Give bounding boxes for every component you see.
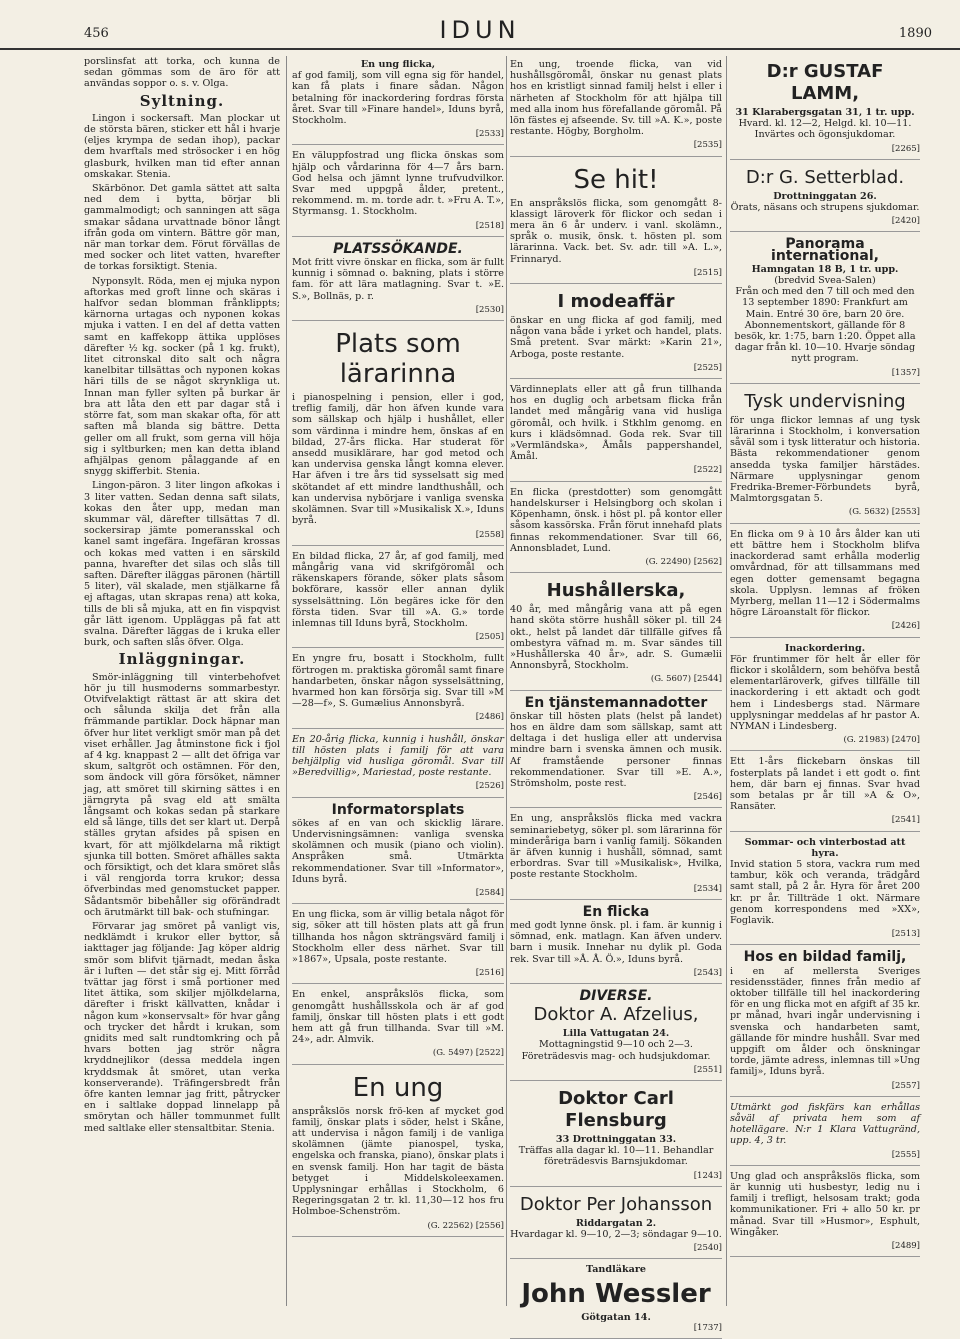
ad-reference: [2489] <box>891 1241 920 1252</box>
ad-reference: [2426] <box>891 621 920 632</box>
ad-heading: Plats som lärarinna <box>335 329 461 390</box>
classified-ad <box>292 906 504 984</box>
column-rule <box>726 56 727 1306</box>
ad-name: D:r G. Setterblad. <box>745 166 905 188</box>
ad-text: En bildad flicka, 27 år, af god familj, med mångårig vana vid skrifgöromål och räkenskapers förande, söker plats såsom bokförare, kassör eller annan dylik sysselsättning. Lön begäres icke för den första tiden. Svar till »A. G.» torde inlemnas till Iduns byrå, Stockholm. <box>292 550 504 629</box>
ad-text: En ung, troende flicka, van vid hushållsgöromål, önskar nu genast plats hos en kristligt sinnad familj helst i eller i närheten af Stockholm för att hjälpa till med alla inom hus förefallande göromål. På lön fästes ej afseende. Sv. till »A. K.», poste restante. Högby, Borgholm. <box>510 59 722 138</box>
section-heading: DIVERSE. <box>579 988 653 1004</box>
ad-reference: [2530] <box>475 304 504 315</box>
ad-heading: PLATSSÖKANDE. <box>333 240 463 257</box>
ad-reference: [2513] <box>891 929 920 940</box>
ad-heading: En ung <box>352 1072 444 1103</box>
ad-heading: Hos en bildad familj, <box>743 949 907 966</box>
ad-ref-code: (G. 22490) <box>645 556 692 567</box>
ad-text: Värdinneplats eller att gå frun tillhanda hos en duglig och arbetsam flicka från landet med mångårig vana vid husliga göromål, och hvilk. i Stkhlm genomg. en kurs i klädsömnad. Goda rek. Svar till »Vermländska», Åmåls pappershandel, Åmål. <box>510 384 722 463</box>
ad-text: En flicka (prestdotter) som genomgått handelskurser i Helsingborg och skolan i Köpenhamn, önsk. i höst pl. på kontor eller såsom kassörska. Från förut innehafd plats finnas rekommendationer. Svar till 66, Annonsbladet, Lund. <box>510 486 722 554</box>
ad-reference: [2522] <box>693 465 722 476</box>
ad-ref-number: [2522] <box>475 1048 504 1059</box>
ad-address: 33 Drottninggatan 33. <box>555 1134 677 1146</box>
ad-text: Örats, näsans och strupens sjukdomar. <box>730 202 920 214</box>
ad-heading: Tandläkare <box>585 1264 646 1276</box>
classified-ad <box>292 650 504 728</box>
ad-text: En ung, anspråkslös flicka med vackra seminariebetyg, söker pl. som lärarinna för minderåriga barn i vanlig familj. Sökanden är äfven kunnig i hushåll, sömnad, samt erbordras. Svar till »Musikalisk», Hvilka, poste restante Stockholm. <box>510 813 722 881</box>
ad-reference: [2533] <box>475 129 504 140</box>
ad-heading: Se hit! <box>573 164 659 195</box>
column-2-ads <box>292 56 504 1306</box>
ad-reference: [1357] <box>891 367 920 378</box>
ad-reference: [1243] <box>693 1170 722 1181</box>
column-4-ads <box>730 56 920 1306</box>
ad-ref-number: [2556] <box>475 1220 504 1231</box>
ad-heading: En ung flicka, <box>360 59 436 70</box>
ad-text: Mottagningstid 9—10 och 2—3. Företrädesvis mag- och hudsjukdomar. <box>521 1039 711 1062</box>
ad-reference: [2541] <box>891 815 920 826</box>
section-heading: Inläggningar. <box>118 650 246 669</box>
ad-heading: Panorama international, <box>771 236 879 264</box>
classified-ad <box>730 753 920 831</box>
ad-text: i pianospelning i pension, eller i god, treflig familj, där hon äfven kunde vara som sällskap och hjälp i hushållet, eller som värdinna i mindre hem, önskas af en bildad, 27-års flicka. Har studerat för ansedd musiklärare, har god metod och kan undervisa genska långt komna elever. Har äfven i tre års tid sysselsatt sig med skötandet af ett mindre landthushåll, och kan undervisa nybörjare i vanliga svenska skolämnen. Svar till »Musikalisk X.», Iduns byrå. <box>292 392 504 527</box>
ad-text: Träffas alla dagar kl. 10—11. Behandlar företrädesvis Barnsjukdomar. <box>518 1145 714 1168</box>
classified-ad <box>510 286 722 379</box>
ad-text: Utmärkt god fiskfärs kan erhållas såväl af privata hem som af hotellägare. N:r 1 Klara Vattugränd, upp. 4, 3 tr. <box>730 1101 920 1147</box>
classified-ad <box>510 810 722 899</box>
ad-reference: [2515] <box>693 267 722 278</box>
ad-address: Götgatan 14. <box>581 1311 651 1323</box>
classified-ad <box>292 986 504 1064</box>
article-paragraph: Nyponsylt. Röda, men ej mjuka nypon aftorkas med groft linne och skäras i halfvor sedan blomman frånklippts; kärnorna urtagas och nyponen kokas mjuka i vatten. I en del af detta vatten samt en kaffekopp ättika upplöses därefter ½ kg. socker (på 1 kg. frukt), litet citronskal dito salt och några kanelbitar tillsättas och nyponen kokas häri tills de se något skrynkliga ut. Innan man fyller sylten på burkar är bra att låta den ett par dagar stå i större fat, som man skakar ofta, för att saften må blanda sig bättre. Detta geller om all frukt, som gerna vill höja sig i syltburken; men kan detta ibland afhjälpas genom pålaggande af en snygg skifferbit. Stenia. <box>84 275 280 478</box>
ad-ref-code: (G. 5632) <box>848 507 890 518</box>
ad-ref-code: (G. 5607) <box>650 674 692 685</box>
column-rule <box>286 56 287 1306</box>
ad-ref-code: (G. 5497) <box>432 1048 474 1059</box>
ad-text: med godt lynne önsk. pl. i fam. är kunnig i sömnad, enk. matlagn. Kan äfven underv. barn i musik. Innehar nu dylik pl. Goda rek. Svar till »Å. Å. Ö.», Iduns byrå. <box>510 919 722 965</box>
ad-ref-number: [2544] <box>693 674 722 685</box>
column-rule <box>506 56 507 1306</box>
ad-heading: Informatorsplats <box>331 801 465 818</box>
ad-text: Invid station 5 stora, vackra rum med tambur, kök och veranda, trädgård samt stall, på 2 år. Hyra för året 200 kr. pr år. Tillträde 1 okt. Närmare genom korrespondens med »XX», Foglavik. <box>730 858 920 926</box>
ad-reference <box>292 1221 504 1232</box>
ad-text: En enkel, anspråkslös flicka, som genomgått hushållsskola och är af god familj, önskar till hösten plats i ett godt hem att gå frun tillhanda. Svar till »M. 24», adr. Almvik. <box>292 989 504 1046</box>
classified-ad <box>730 56 920 160</box>
classified-ad <box>510 1261 722 1339</box>
ad-address: Drottninggatan 26. <box>773 190 877 202</box>
ad-text: Ung glad och anspråkslös flicka, som är kunnig uti husbestyr, ledig nu i familj i trefligt, helsosam trakt; goda kommunikationer. Fri + allo 50 kr. pr månad. Svar till »Husmor», Esphult, Wingåker. <box>730 1170 920 1238</box>
ad-ref-number: [2470] <box>891 735 920 746</box>
classified-ad <box>730 947 920 1096</box>
article-paragraph: Lingon i sockersaft. Man plockar ut de största bären, sticker ett hål i hvarje (eljes krympa de sedan ihop), packar dem hvarftals med strösocker i en hög glasburk, hvilken man tid efter annan omskakar. Stenia. <box>84 112 280 180</box>
ad-reference: [1737] <box>693 1322 722 1333</box>
ad-text: af god familj, som vill egna sig för handel, kan få plats i finare sådan. Någon betalning för inackordering fordras första året. Svar till »Finare handel», Iduns byrå, Stockholm. <box>292 70 504 127</box>
ad-text: 40 år, med mångårig vana att på egen hand sköta större hushåll söker pl. till 24 okt., helst på landet där tillfälle gifves få ombestyra väfnad m. m. Svar sändes till »Hushållerska 40 år», adr. S. Gumælii Annonsbyrå, Stockholm. <box>510 604 722 672</box>
ad-reference <box>510 557 722 568</box>
ad-ref-number: [2553] <box>891 507 920 518</box>
ad-text: Hvardagar kl. 9—10, 2—3; söndagar 9—10. <box>510 1229 722 1241</box>
ad-text: För fruntimmer för helt år eller för flickor i skolåldern, som behöfva bestå elementarläroverk, gifves tillfälle till inackordering i ett aktadt och godt hem i Lindesbergs stad. Närmare upplysningar meddelas af hr pastor A. NYMAN i Lindesberg. <box>730 653 920 732</box>
ad-text: för unga flickor lemnas af ung tysk lärarinna i Stockholm, i konversation såväl som i tysk litteratur och historia. Bästa rekommendationer genom ansedda tyska familjer härstädes. Närmare upplysningar genom Fredrika-Bremer-Förbundets byrå, Malmtorgsgatan 5. <box>730 414 920 505</box>
ad-name: Doktor Carl Flensburg <box>558 1088 674 1132</box>
ad-name: Doktor Per Johansson <box>519 1193 713 1215</box>
section-heading: Syltning. <box>139 91 225 110</box>
ad-address: 31 Klarabergsgatan 31, 1 tr. upp. <box>735 107 915 118</box>
column-3-ads <box>510 56 722 1333</box>
ad-text: En ung flicka, som är villig betala något för sig, söker att till hösten plats att gå frun tillhanda hos någon skträngsvärd familj i Stockholm eller dess närhet. Svar till »1867», Upsala, poste restante. <box>292 909 504 965</box>
ad-reference: [2265] <box>891 143 920 154</box>
ad-reference: [2516] <box>475 968 504 979</box>
ad-reference <box>730 507 920 518</box>
classified-ad <box>292 1067 504 1237</box>
classified-ad <box>730 640 920 752</box>
classified-ad <box>730 834 920 946</box>
classified-ad <box>730 386 920 524</box>
ad-reference: [2535] <box>693 140 722 151</box>
classified-ad <box>292 800 504 905</box>
classified-ad <box>510 902 722 984</box>
ad-heading: Tysk undervisning <box>744 390 906 412</box>
ad-text: En yngre fru, bosatt i Stockholm, fullt förtrogen m. praktiska göromål samt finare handarbeten, önskar någon sysselsättning, hvarmed hon kan försörja sig. Svar till »M—28—f», S. Gumælius Annonsbyrå. <box>292 653 504 710</box>
article-paragraph: Förvarar jag smöret på vanligt vis, nedklämdt i krukor eller byttor, så iakttager jag följande: Jag köper aldrig smör som blifvit tjärnadt, medan åska är i luften — det står sig ej. Mitt förråd tvättar jag först i små portioner med litet ättika, som skiljer mjölkdelarna, därefter i friskt källvatten, knådar i någon kum »konservsalt» för hvar gång och trycker det hårdt i krukan, som gnidits med salt rundtomkring och på hvars botten jag strör några kryddnejlikor (dessa meddela ingen kryddsmak åt smöret, utan verka konserverande). Träfingersbredt från öfre kanten lemnar jag fritt, påtrycker en i saltlake doppad linnelapp på smörytan och häller tommunmet fullt med saltlake eller stensaltbitar. Stenia. <box>84 921 280 1134</box>
ad-text: En flicka om 9 à 10 års ålder kan uti ett bättre hem i Stockholm blifva inackorderad samt erhålla moderlig omvårdnad, för att tillsammans med egen dotter gemensamt begagna skola. Upplysn. lemnas af fröken Myrberg, mellan 11—12 i Södermalms högre Läroanstalt för flickor. <box>730 528 920 619</box>
ad-heading: I modeaffär <box>557 291 675 313</box>
ad-reference: [2551] <box>693 1064 722 1075</box>
ad-reference: [2543] <box>693 967 722 978</box>
classified-ad <box>292 731 504 798</box>
ad-text: Ett 1-års flickebarn önskas till fosterplats på landet i ett godt o. fint hem, där barn ej finnas. Svar hvad som betalas pr år till »A & O», Ransäter. <box>730 756 920 813</box>
page-year-right: 1890 <box>898 26 932 41</box>
classified-ad <box>510 575 722 690</box>
ad-heading: En tjänstemannadotter <box>524 694 708 711</box>
classified-ad <box>730 234 920 383</box>
ad-subheading: (bredvid Svea-Salen) <box>774 275 876 287</box>
ad-text: sökes af en van och skicklig lärare. Undervisningsämnen: vanliga svenska skolämnen och musik (piano och violin). Anspråken små. Utmärkta rekommendationer. Svar till »Informator», Iduns byrå. <box>292 817 504 885</box>
ad-reference <box>292 1048 504 1059</box>
ad-reference: [2505] <box>475 632 504 643</box>
ad-name: John Wessler <box>521 1278 711 1309</box>
classified-ad <box>730 1168 920 1257</box>
classified-ad <box>510 484 722 573</box>
classified-ad <box>510 159 722 284</box>
ad-reference: [2518] <box>475 220 504 231</box>
ad-reference: [2526] <box>475 781 504 792</box>
ad-name: Doktor A. Afzelius, <box>533 1004 699 1026</box>
ad-reference: [2486] <box>475 712 504 723</box>
ad-reference: [2420] <box>891 216 920 227</box>
page-header <box>0 0 960 50</box>
article-paragraph: Smör-inläggning till vinterbehofvet hör ju till husmoderns sommarbestyr. Otvifvelaktigt rättast är att skira det och sålunda skilja det från alla främmande partiklar. Dock häpnar man öfver hur litet verkligt smör man på det viset erhåller. Jag åtminstone fick i fjol af 4 kg. knappast 2 — allt det öfriga var skum, saltgröt och ostämnen. För den, som ändock vill göra försöket, nämner jag, att smöret till skirning sättes i en järngryta på svag eld att smälta långsamt och kokas sedan på starkare eld så länge, tills det ser klart ut. Derpå ställes grytan afsides på spisen en kvart, för att mjölkdelarna må riktigt sjunka till botten. Smöret afhälles sakta och försiktigt, och det klara smöret slås i väl rengjorda torra krukor; dessa öfverbindas med genomstucket papper. Sådantsmör bibehåller sig oförändradt och ärutmärkt till bak- och stufningar. <box>84 671 280 918</box>
ad-text: Från och med den 7 till och med den 13 september 1890: Frankfurt am Main. Entré 30 öre, barn 20 öre. Abonnementskort, gällande för 8 besök, kr. 1:75, barn 1:20. Öppet alla dagar från kl. 10—10. Hvarje söndag nytt program. <box>734 286 916 365</box>
ad-heading: Inackordering. <box>784 642 866 654</box>
article-paragraph: Lingon-päron. 3 liter lingon afkokas i 3 liter vatten. Sedan denna saft silats, kokas den åter upp, medan man skummar väl, därefter tillsättas 7 dl. sockersirap jämte pomeransskal och kanel samt ingefära. Ingefäran krossas och kokas med vatten i en särskild panna, hvarefter det silas och slås till saften. Därefter iläggas päronen (härtill 5 liter), väl skalade, men stjälkarne få ej aftagas, utan skrapas rena) att koka, tills de bli så mjuka, att en fin vispqvist går lätt igenom. Uppläggas på fat att svalna. Därefter läggas de i kruka eller burk, och saften slås öfver. Olga. <box>84 480 280 649</box>
ad-reference: [2584] <box>475 887 504 898</box>
ad-reference <box>730 735 920 746</box>
ad-ref-code: (G. 21983) <box>843 735 890 746</box>
classified-ad <box>292 56 504 145</box>
ad-heading: En flicka <box>582 903 650 920</box>
ad-name: D:r GUSTAF LAMM, <box>766 61 884 104</box>
classified-ad <box>292 239 504 321</box>
classified-ad <box>730 526 920 638</box>
classified-ad <box>510 1189 722 1260</box>
ad-ref-number: [2562] <box>693 556 722 567</box>
ad-address: Hamngatan 18 B, 1 tr. upp. <box>751 263 899 275</box>
ad-text: önskar till hösten plats (helst på landet) hos en äldre dam som sällskap, samt att deltaga i det husliga eller att undervisa mindre barn i svenska ämnen och musik. Af framstående personer finnas rekommendationer. Svar till »E. A.», Strömsholm, poste rest. <box>510 710 722 789</box>
classified-ad <box>510 986 722 1081</box>
ad-reference: [2558] <box>475 529 504 540</box>
ad-reference: [2540] <box>693 1243 722 1254</box>
ad-ref-code: (G. 22562) <box>427 1220 474 1231</box>
ad-text: Hvard. kl. 12—2, Helgd. kl. 10—11. Invärtes och ögonsjukdomar. <box>738 118 912 141</box>
ad-heading: Hushållerska, <box>546 580 686 602</box>
ad-text: En väluppfostrad ung flicka önskas som hjälp och vårdarinna för 4—7 års barn. God helsa och jämnt lynne trufvudvilkor. Svar med uppgpå ålder, pretent., rekommend. m. m. torde adr. t. »Fru A. T.», Styrmansg. 1. Stockholm. <box>292 150 504 218</box>
classified-ad <box>292 147 504 236</box>
ad-text: En 20-årig flicka, kunnig i hushåll, önskar till hösten plats i familj för att vara behjälplig vid husliga göromål. Svar till »Beredvillig», Mariestad, poste restante. <box>292 733 504 779</box>
classified-ad <box>292 548 504 649</box>
ad-text: i en af mellersta Sveriges residensstäder, finnes från medio af oktober tillfälle till hel inackordering för en ung flicka mot en afgift af 35 kr. pr månad, hvari ingår undervisning i svenska och handarbeten samt, gällande för mindre hushåll. Svar med uppgift om ålder och önskningar torde, jämte adress, inlemnas till »Ung familj», Iduns byrå. <box>730 965 920 1078</box>
classified-ad <box>730 162 920 233</box>
ad-text: anspråkslös norsk frö-ken af mycket god familj, önskar plats i söder, helst i Skåne, att undervisa i någon familj i de vanliga skolämnen (jämte pianospel, tyska, engelska och franska, piano), önskar plats i en svensk familj. Hon har tagit de bästa betyget i Middelskoleexamen. Upplysningar erhållas i Stockholm, 6 Regeringsgatan 2 tr. kl. 11,30—12 hos fru Holmboe-Schenström. <box>292 1105 504 1218</box>
page-number-left: 456 <box>84 26 109 41</box>
classified-ad <box>510 1083 722 1187</box>
ad-reference: [2525] <box>693 362 722 373</box>
ad-text: En anspråkslös flicka, som genomgått 8-klassigt läroverk för flickor och sedan i mera än 6 år underv. i vanl. skolämn., språk o. musik, önsk. t. hösten pl. som lärarinna. Vack. bet. Sv. adr. till »A. L.», Frinnaryd. <box>510 197 722 265</box>
masthead-title: IDUN <box>439 16 521 44</box>
classified-ad <box>730 1099 920 1166</box>
classified-ad <box>292 323 504 546</box>
article-paragraph: Skärbönor. Det gamla sättet att salta ned dem i bytta, börjar bli gammalmodigt; och sanningen att säga smakar sådana urvattnade bönor långt ifrån goda om vintern. Bättre gör man, när man torkar dem. Förut förvällas de med socker och litet vatten, hvarefter de torkas forsiktigt. Stenia. <box>84 183 280 273</box>
classified-ad <box>510 56 722 157</box>
classified-ad <box>510 693 722 809</box>
classified-ad <box>510 381 722 482</box>
ad-address: Riddargatan 2. <box>575 1217 657 1229</box>
ad-reference: [2555] <box>891 1149 920 1160</box>
ad-text: önskar en ung flicka af god familj, med någon vana både i yrket och handel, plats. Små pretent. Svar märkt: »Karin 21», Arboga, poste restante. <box>510 315 722 360</box>
ad-reference: [2534] <box>693 883 722 894</box>
article-paragraph: porslinsfat att torka, och kunna de sedan gömmas som de äro för att användas soppor o. s. v. Olga. <box>84 56 280 90</box>
ad-reference: [2557] <box>891 1080 920 1091</box>
ad-reference: [2546] <box>693 792 722 803</box>
ad-text: Mot fritt vivre önskar en flicka, som är fullt kunnig i sömnad o. bakning, plats i större fam. för att lära matlagning. Svar t. »E. S.», Bollnäs, p. r. <box>292 257 504 302</box>
column-1-article <box>84 56 280 1306</box>
ad-heading: Sommar- och vinterbostad att hyra. <box>744 836 906 859</box>
ad-reference <box>510 674 722 685</box>
ad-address: Lilla Vattugatan 24. <box>562 1028 670 1040</box>
